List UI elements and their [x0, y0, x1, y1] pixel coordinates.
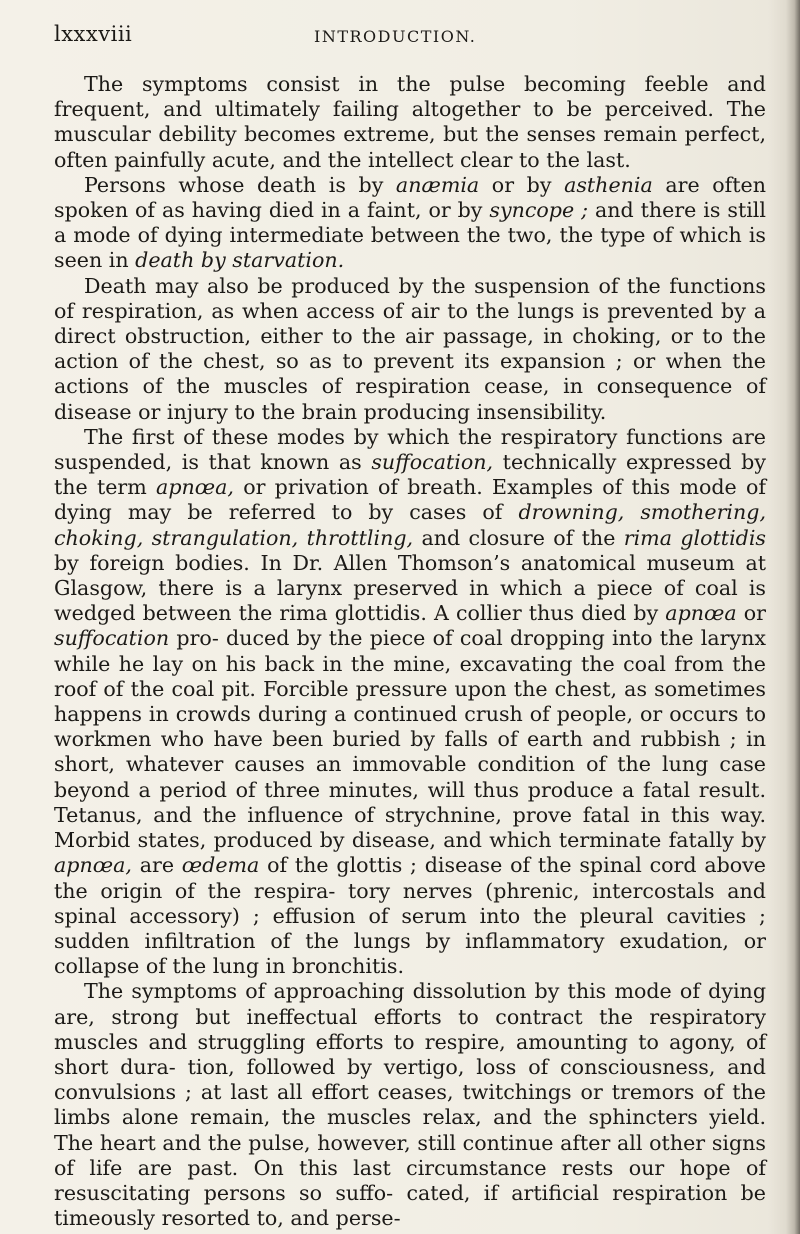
text-run: by foreign bodies. In Dr. Allen Thomson’s anatomical museum at Glasgow, there is a larynx preserved in which a piece of coal is wedged between the rima glottidis. A collier thus died by: [54, 550, 766, 626]
text-run: The symptoms consist in the pulse becoming feeble and frequent, and ultimately failing altogether to be perceived. The muscular debility becomes extreme, but the senses remain perfect, often painfully acute, and the intellect clear to the last.: [54, 72, 766, 172]
italic-term: asthenia: [564, 172, 653, 197]
text-run: are often spoken of as having died in a faint, or by: [54, 172, 767, 223]
italic-term: suffocation,: [371, 450, 494, 475]
body-text: [54, 72, 766, 1231]
paragraph: [54, 173, 766, 274]
italic-term: drowning, smothering, choking, strangulation, throttling,: [54, 500, 767, 550]
paragraph: [54, 274, 766, 425]
paragraph: [54, 425, 766, 979]
italic-term: rima glottidis: [623, 525, 766, 550]
italic-term: syncope ;: [489, 198, 589, 223]
italic-term: apnœa,: [156, 475, 234, 500]
text-run: The symptoms of approaching dissolution by this mode of dying are, strong but ineffectual efforts to contract the respiratory muscles and struggling efforts to respire, amounting to agony, of short dura- tion, followed by vertigo, loss of consciousness, and convulsions ; at last all effort ceases, twitchings or tremors of the limbs alone remain, the muscles relax, and the sphincters yield. The heart and the pulse, however, still continue after all other signs of life are past. On this last circumstance rests our hope of resuscitating persons so suffo- cated, if artificial respiration be timeously resorted to, and perse-: [54, 979, 766, 1231]
text-run: technically expressed by the term: [54, 450, 766, 500]
text-run: or by: [479, 172, 565, 197]
page-number: lxxxviii: [54, 22, 133, 46]
paragraph: [54, 72, 766, 173]
running-head: [54, 22, 754, 52]
text-run: and closure of the: [413, 525, 624, 550]
running-title: INTRODUCTION.: [314, 27, 477, 46]
italic-term: œdema: [181, 853, 260, 878]
italic-term: anæmia: [395, 172, 480, 197]
text-run: of the glottis ; disease of the spinal cord above the origin of the respira- tory nerves (phrenic, intercostals and spinal accessory) ; effusion of serum into the pleural cavities ; sudden infiltration of the lungs by inflammatory exudation, or collapse of the lung in bronchitis.: [54, 853, 766, 979]
italic-term: apnœa,: [54, 853, 132, 878]
text-run: The first of these modes by which the respiratory functions are suspended, is that known as: [54, 424, 766, 475]
text-run: and there is still a mode of dying intermediate between the two, the type of which is seen in: [54, 198, 766, 273]
paragraph: [54, 979, 766, 1231]
text-run: or privation of breath. Examples of this mode of dying may be referred to by cases of: [54, 475, 766, 525]
italic-term: apnœa: [665, 601, 737, 626]
text-run: are: [131, 853, 182, 878]
text-run: or: [736, 601, 766, 626]
text-run: Persons whose death is by: [84, 172, 396, 197]
italic-term: suffocation: [54, 626, 170, 651]
text-run: pro- duced by the piece of coal dropping into the larynx while he lay on his back in the mine, excavating the coal from the roof of the coal pit. Forcible pressure upon the chest, as sometimes happens in crowds during a continued crush of people, or occurs to workmen who have been buried by falls of earth and rubbish ; in short, whatever causes an immovable condition of the lung case beyond a period of three minutes, will thus produce a fatal result. Tetanus, and the influence of strychnine, prove fatal in this way. Morbid states, produced by disease, and which terminate fatally by: [54, 626, 766, 853]
italic-term: death by starvation.: [135, 248, 345, 273]
page-edge-shadow: [786, 0, 800, 1234]
text-run: Death may also be produced by the suspension of the functions of respiration, as when access of air to the lungs is prevented by a direct obstruction, either to the air passage, in choking, or to the action of the chest, so as to prevent its expansion ; or when the actions of the muscles of respiration cease, in consequence of disease or injury to the brain producing insensibility.: [54, 273, 766, 424]
